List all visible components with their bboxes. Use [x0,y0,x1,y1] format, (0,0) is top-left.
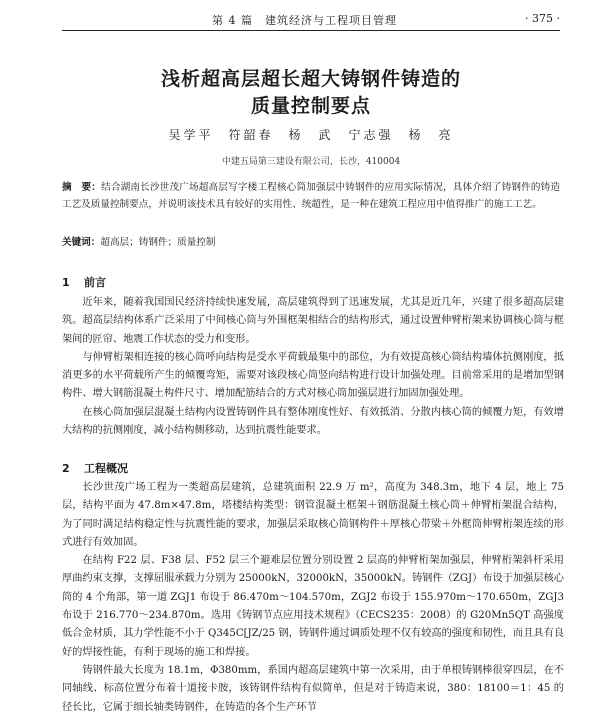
section-number: 2 [62,462,70,475]
section-1-body [62,294,564,440]
page-number: · 375 · [525,12,560,25]
abstract-label: 摘 要： [62,182,102,193]
section-title: 工程概况 [84,462,128,475]
section-number: 1 [62,276,70,289]
section-heading-1 [62,274,106,290]
running-header [62,8,560,31]
paragraph: 铸钢件最大长度为 18.1m，Φ380mm，系国内超高层建筑中第一次采用，由于单根铸钢棒很穿四层，在不同轴线、标高位置分布着十道接卡胺，该铸钢件结构有似简单，但是对于铸造来说，380：18100＝1：45 的径长比，它属于细长轴类铸钢件，在铸造的各个生产环节 [62,664,564,713]
section-heading-2 [62,460,128,476]
keywords-label: 关键词： [62,237,101,248]
section-2-body [62,479,564,717]
keywords-text: 超高层；铸钢件；质量控制 [100,237,216,248]
paragraph: 与伸臂桁架相连接的核心筒呼向结构是受水平荷载最集中的部位，为有效提高核心筒结构墙体抗侧刚度，抵消更多的水平荷载所产生的倾覆弯矩，需要对该段核心筒竖向结构进行设计加强处理。目前常采用的是增加型钢构件、增大钢筋混凝土构件尺寸、增加配筋结合的方式对核心筒加强层进行加固加强处理。 [62,351,564,400]
abstract-text: 结合湖南长沙世茂广场超高层写字楼工程核心筒加强层中铸钢件的应用实际情况，具体介绍了铸钢件的铸造工艺及质量控制要点，并说明该技术具有较好的实用性、统超性，是一种在建筑工程应用中值得推广的施工工艺。 [62,182,561,210]
keywords [62,234,560,248]
paragraph: 长沙世茂广场工程为一类超高层建筑，总建筑面积 22.9 万 m²，高度为 348.3m，地下 4 层，地上 75 层，结构平面为 47.8m×47.8m，塔楼结构类型：钢管混凝土框架＋钢筋混凝土核心筒＋伸臂桁架混合结构，为了同时满足结构稳定性与抗震性能的要求，加强层采取核心筒钢构件＋厚核心带梁＋外框筒伸臂桁架连续的形式进行有效加固。 [62,482,564,548]
abstract [62,180,560,213]
authors: 吴学平 符韶春 杨 武 宁志强 杨 亮 [168,128,454,142]
paragraph: 在结构 F22 层、F38 层、F52 层三个避难层位置分别设置 2 层高的伸臂桁架加强层，伸臂桁架斜杆采用厚曲约束支撑，支撑屈服承载力分别为 25000kN，32000kN，35000kN。铸钢件（ZGJ）布设于加强层核心筒的 4 个角部，第一道 ZGJ1 布设于 86.470m～104.570m，ZGJ2 布设于 155.970m～170.650m，ZGJ3 布设于 216.770～234.870m。选用《铸钢节点应用技术规程》（CECS235：2008）的 G20Mn5QT 高强度低合金材质，其力学性能不小于 Q345C[JZ/25 钢，铸钢件通过调质处理不仅有较高的强度和韧性，而且具有良好的焊接性能，有利于现场的施工和焊接。 [62,555,564,658]
paper-title-line-1: 浅析超高层超长超大铸钢件铸造的 [160,68,461,90]
paragraph: 近年来，随着我国国民经济持续快速发展，高层建筑得到了迅速发展，尤其是近几年，兴建了很多超高层建筑。超高层结构体系广泛采用了中间核心筒与外围框架相结合的结构形式，通过设置伸臂桁架来协调核心筒与框架间的匠帘、地震工作状态的受力和变形。 [62,297,564,345]
affiliation: 中建五局第三建设有限公司，长沙，410004 [221,157,401,167]
chapter-title: 第 4 篇 建筑经济与工程项目管理 [212,14,397,27]
paragraph: 在核心筒加强层混凝土结构内设置铸钢件具有整体刚度性好、有效抵消、分散内核心筒的倾覆力矩，有效增大结构的抗侧刚度，减小结构侧移动，达到抗震性能要求。 [62,406,564,437]
paper-title-line-2: 质量控制要点 [250,95,371,117]
section-title: 前言 [84,276,106,289]
